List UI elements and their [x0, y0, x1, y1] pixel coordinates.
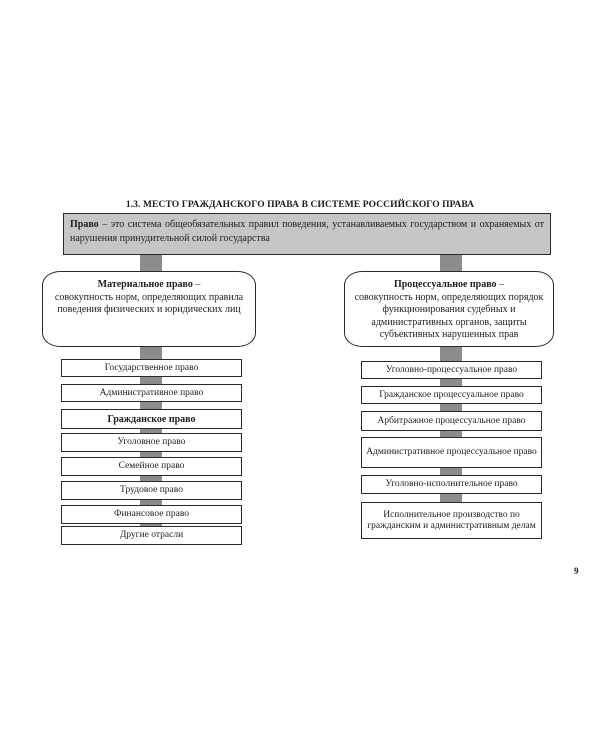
material-law-branch-box: Семейное право [61, 457, 242, 476]
law-definition-text: – это система общеобязательных правил поведения, устанавливаемых государством и охраняемых от нарушения принудительной силой государства [70, 219, 544, 244]
page-title: 1.3. МЕСТО ГРАЖДАНСКОГО ПРАВА В СИСТЕМЕ РОССИЙСКОГО ПРАВА [125, 200, 475, 210]
material-law-branch-box: Другие отрасли [61, 526, 242, 545]
material-law-dash: – [192, 279, 201, 290]
material-law-branch-box: Гражданское право [61, 409, 242, 429]
procedural-law-branch-box: Исполнительное производство по гражданским и административным делам [361, 502, 542, 539]
material-law-branch-box: Трудовое право [61, 481, 242, 500]
procedural-law-dash: – [496, 279, 505, 290]
material-law-branch-box: Уголовное право [61, 433, 242, 452]
connector-right [440, 255, 462, 272]
procedural-law-branch-box: Арбитражное процессуальное право [361, 411, 542, 431]
material-law-branch-box: Финансовое право [61, 505, 242, 524]
material-law-text: совокупность норм, определяющих правила поведения физических и юридических лиц [54, 291, 244, 315]
procedural-law-branch-box: Административное процессуальное право [361, 437, 542, 468]
material-law-term: Материальное право [97, 279, 193, 290]
procedural-law-branch-box: Уголовно-процессуальное право [361, 361, 542, 379]
connector-left [140, 255, 162, 272]
law-term: Право [70, 219, 99, 230]
procedural-law-branch-box: Уголовно-исполнительное право [361, 475, 542, 494]
material-law-branch-box: Государственное право [61, 359, 242, 377]
law-definition-box [63, 213, 551, 255]
procedural-law-cloud [344, 271, 554, 347]
procedural-law-term: Процессуальное право [393, 279, 497, 290]
procedural-law-branch-box: Гражданское процессуальное право [361, 386, 542, 404]
material-law-cloud [42, 271, 256, 347]
page-number: 9 [574, 566, 579, 576]
material-law-branch-box: Административное право [61, 384, 242, 402]
procedural-law-text: совокупность норм, определяющих порядок функционирования судебных и административных органов, защиты субъективных нарушенных прав [354, 291, 544, 340]
